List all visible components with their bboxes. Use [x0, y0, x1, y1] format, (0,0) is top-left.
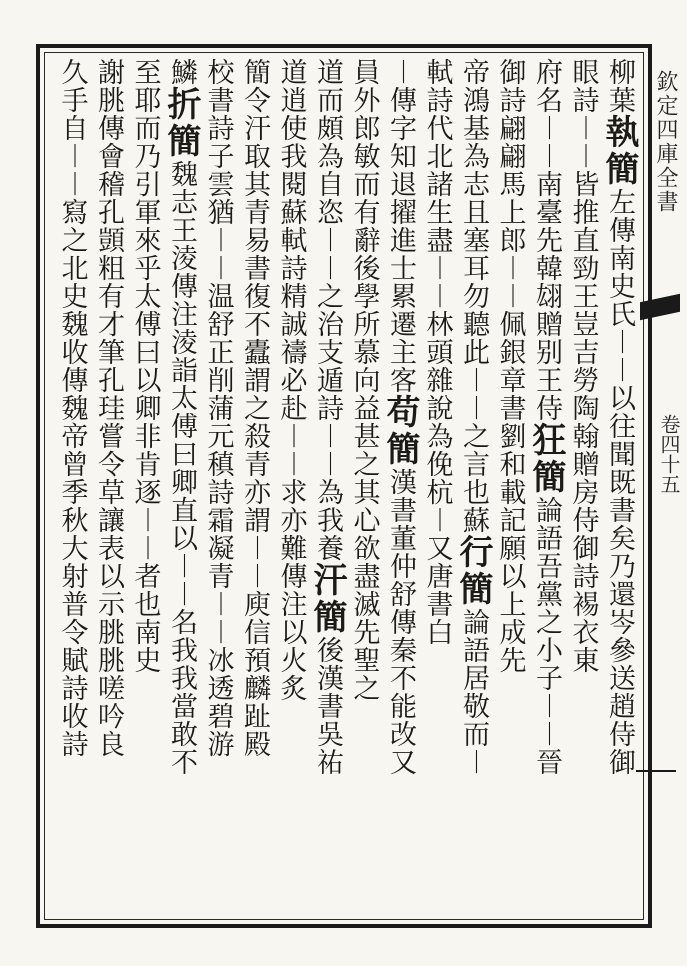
entry-text: 論語吾黨之小子︱︱晉	[531, 496, 562, 776]
entry-text: 魏志王淩傳注淩詣太傅曰卿直以︱︱名我我當敢不	[166, 160, 197, 776]
text-column	[420, 58, 454, 918]
text-column	[307, 58, 347, 918]
entry-text: 御詩翩翩馬上郎︱︱佩銀章	[494, 58, 526, 394]
text-column	[599, 58, 639, 918]
text-column	[380, 58, 420, 918]
book-title: 欽定四庫全書	[653, 70, 678, 214]
entry-text: 校書詩子雲猶︱︱温舒正削蒲元稹詩霜凝青︱︱冰透碧游	[202, 58, 234, 758]
entry-text: 鱗	[166, 58, 197, 86]
text-column	[128, 58, 162, 918]
entry-text: 久手自︱︱寫之北史魏收傳魏帝曾季秋大射普令賦詩收詩	[56, 58, 88, 758]
entry-heading: 汗簡	[307, 562, 347, 636]
entry-heading: 行簡	[453, 534, 493, 608]
entry-text: 道逍使我閱蘇軾詩精誠禱必赴︱︱求亦難	[275, 58, 307, 562]
entry-text: 員外郎敏而有辭後學所慕向	[348, 58, 380, 394]
entry-text: 謝朓傳會稽孔顗粗有才筆孔珪嘗令草讓表以示朓朓嗟吟良	[93, 58, 124, 758]
text-column	[453, 58, 493, 918]
volume-number: 卷四十五	[657, 414, 681, 494]
entry-text: 益甚之其心欲盡滅先聖之	[348, 394, 380, 702]
entry-text: 軾詩代北諸生盡︱︱林頭雜說為俛杭	[421, 58, 453, 506]
entry-text: 漢書董仲舒傳秦不能改又	[385, 468, 416, 776]
entry-text: 眼詩︱︱皆推直勁王豈吉勞陶翰贈房侍御詩裼衣東	[567, 58, 599, 674]
text-column	[274, 58, 308, 918]
text-column	[91, 58, 125, 918]
entry-heading: 折簡	[161, 86, 201, 160]
text-column	[237, 58, 271, 918]
entry-text: 書劉和載記願以上成先	[494, 394, 526, 674]
text-column	[201, 58, 235, 918]
text-column	[347, 58, 381, 918]
entry-text: 傳注以火炙	[275, 562, 307, 702]
text-column	[161, 58, 201, 918]
entry-text: 至耶而乃引軍來乎太傅曰以卿非肯逐︱︱者也南史	[129, 58, 161, 674]
text-column	[493, 58, 527, 918]
entry-heading: 執簡	[599, 114, 639, 188]
text-column	[566, 58, 600, 918]
entry-text: 帝鴻基為志且塞耳勿聽此︱︱之言也蘇	[458, 58, 489, 534]
text-column	[55, 58, 89, 918]
entry-text: 府名︱︱南臺先韓翃贈别王侍	[531, 58, 562, 422]
entry-text: 左傳南史氏︱︱以往聞既書矣乃還岑參送趙侍御	[604, 188, 635, 776]
margin-rule	[636, 770, 676, 772]
entry-text: ︱又唐書白	[421, 506, 453, 646]
entry-heading: 狂簡	[526, 422, 566, 496]
entry-text: 道而頗為自恣︱︱之治支遁詩︱︱為我養	[312, 58, 343, 562]
entry-heading: 苟簡	[380, 394, 420, 468]
entry-text: 論語居敬而︱	[458, 608, 489, 776]
entry-text: 柳葉	[604, 58, 635, 114]
entry-text: ︱傳字知退擢進士累遷主客	[385, 58, 416, 394]
entry-text: 後漢書吳祐	[312, 636, 343, 776]
entry-text: 簡令汗取其青易書復不蠹謂之殺青亦謂︱︱庾信預麟趾殿	[239, 58, 270, 758]
text-column	[526, 58, 566, 918]
